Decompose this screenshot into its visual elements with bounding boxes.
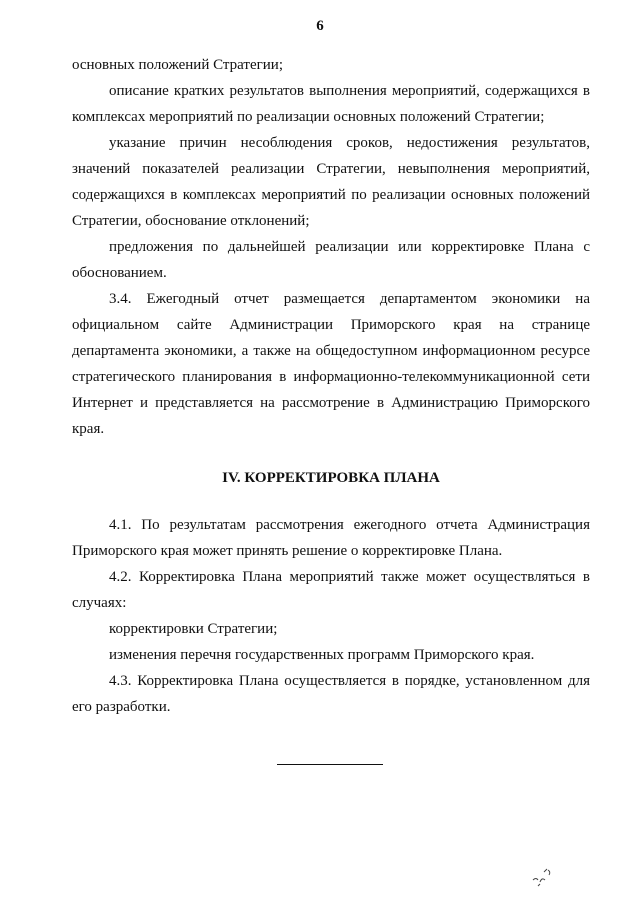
section-heading: IV. КОРРЕКТИРОВКА ПЛАНА [222,470,440,486]
separator-line [277,764,383,765]
page-number: 6 [316,18,324,34]
paragraph: описание кратких результатов выполнения мероприятий, содержащихся в комплексах мероприятий по реализации основных положений Стратегии; [72,83,590,125]
paragraph: 4.1. По результатам рассмотрения ежегодного отчета Администрация Приморского края может принять решение о корректировке Плана. [72,517,590,559]
paragraph: корректировки Стратегии; [109,621,278,637]
paragraph: 3.4. Ежегодный отчет размещается департаментом экономики на официальном сайте Администрации Приморского края на странице департамента экономики, а также на общедоступном информационном ресурсе стратегического планирования в информационно-телекоммуникационной сети Интернет и представляется на рассмотрение в Администрацию Приморского края. [72,291,590,437]
section-3-text [72,52,590,442]
paragraph: 4.2. Корректировка Плана мероприятий также может осуществляться в случаях: [72,569,590,611]
paragraph: предложения по дальнейшей реализации или корректировке Плана с обоснованием. [72,239,590,281]
paragraph: основных положений Стратегии; [72,57,283,73]
paragraph: указание причин несоблюдения сроков, недостижения результатов, значений показателей реализации Стратегии, невыполнения мероприятий, содержащихся в комплексах мероприятий по реализации основных положений Стратегии, обоснование отклонений; [72,135,590,229]
section-4-text [72,512,590,720]
paragraph: 4.3. Корректировка Плана осуществляется в порядке, установленном для его разработки. [72,673,590,715]
handwritten-mark-icon [530,862,560,888]
paragraph: изменения перечня государственных программ Приморского края. [109,647,535,663]
